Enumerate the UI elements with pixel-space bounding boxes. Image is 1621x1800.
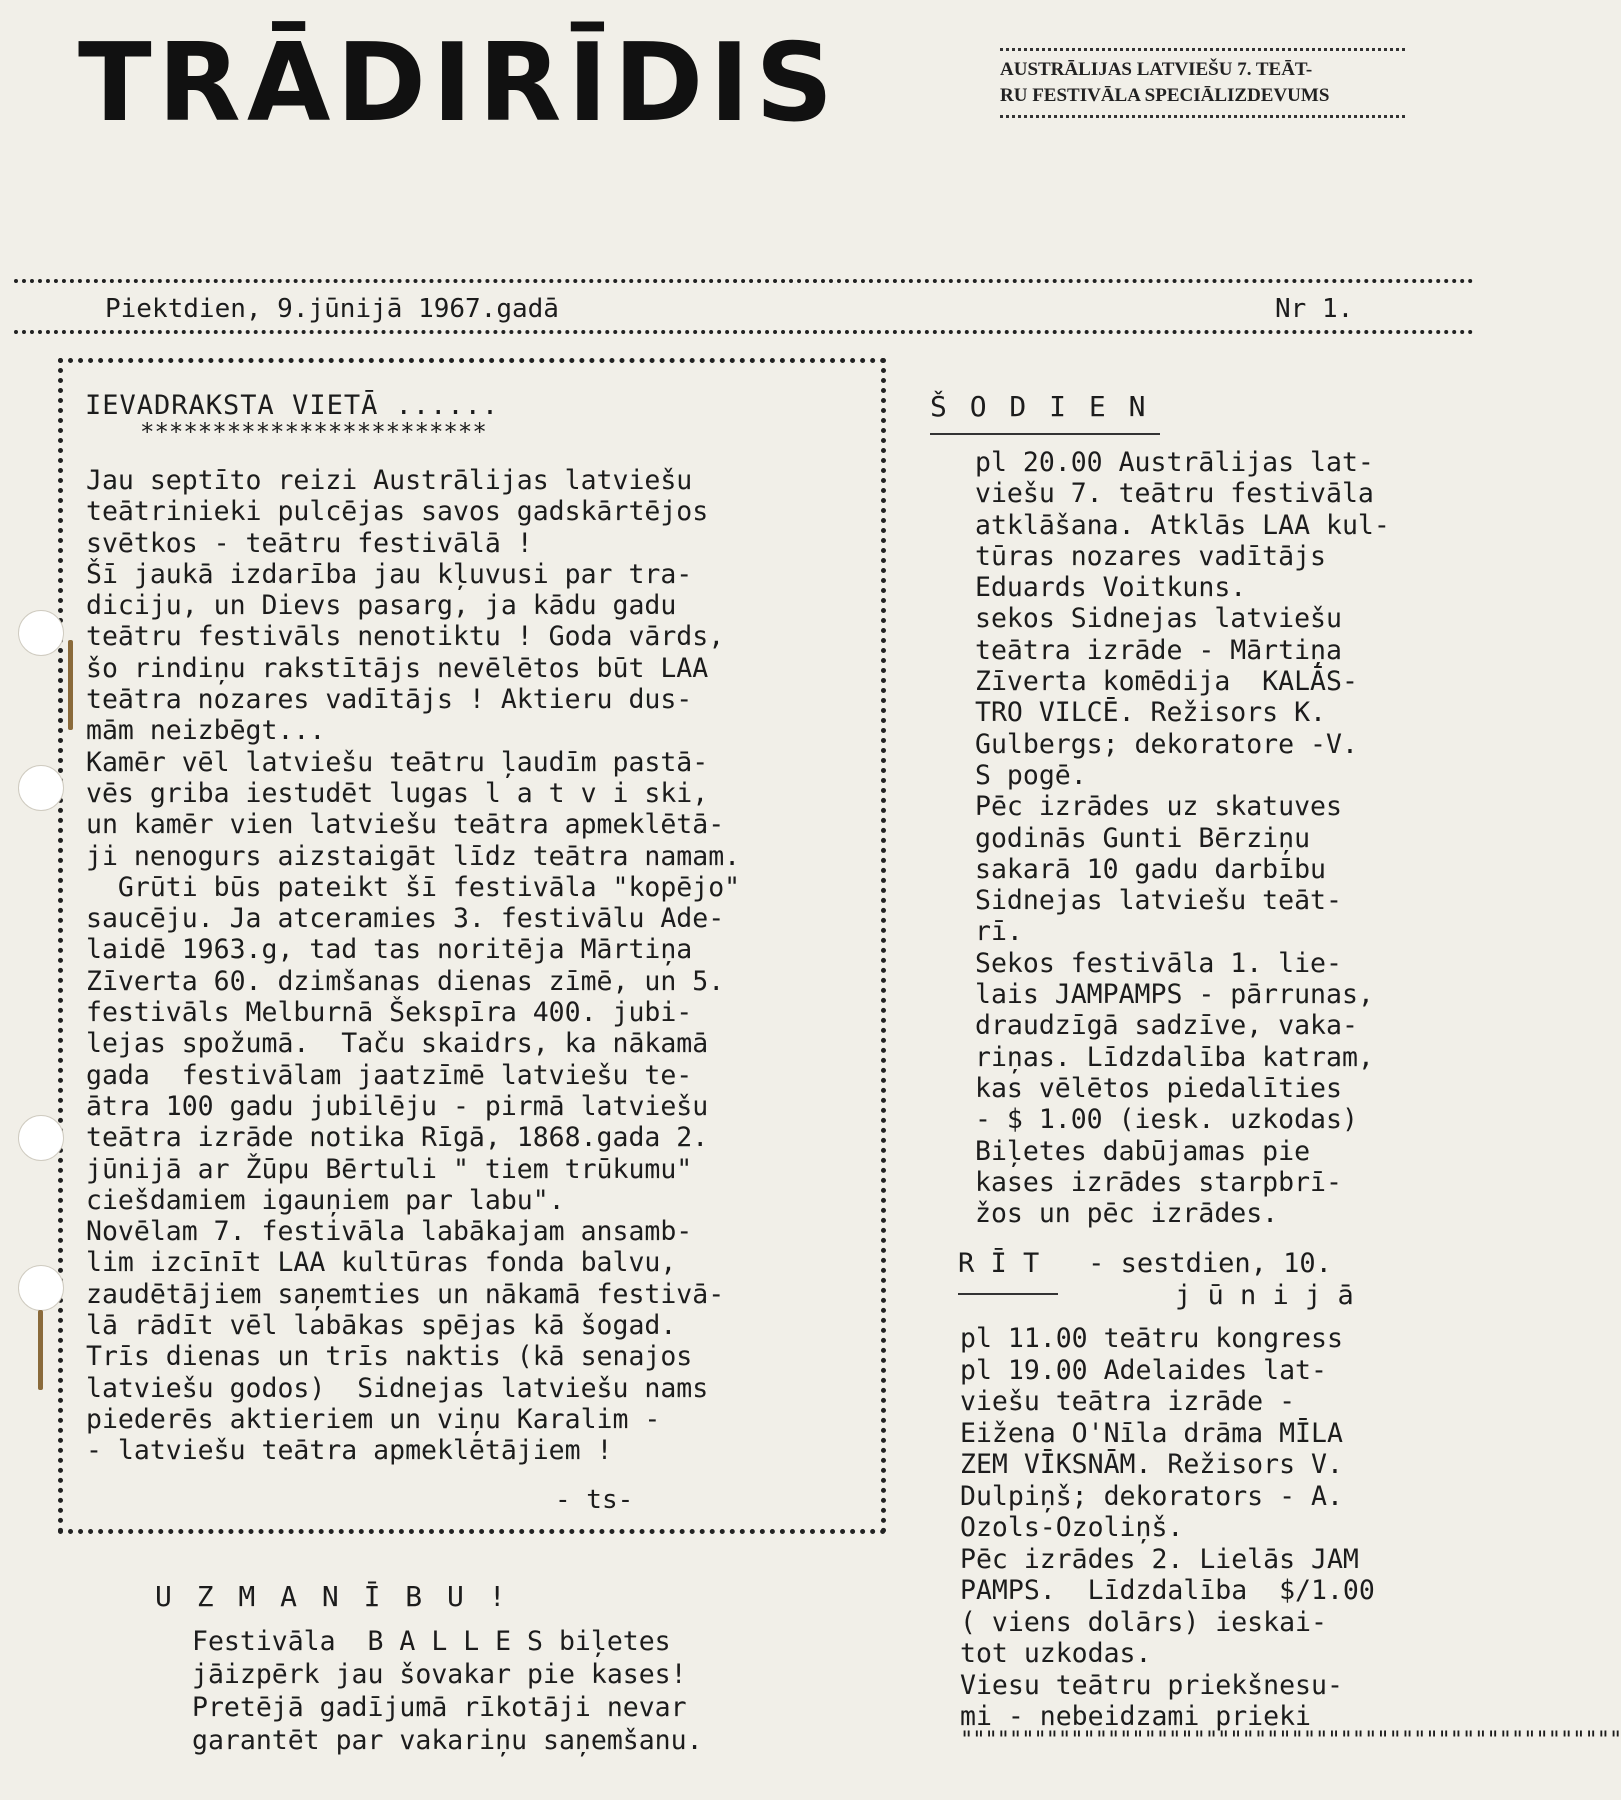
editorial-line: ciešdamiem igauņiem par labu".	[86, 1184, 565, 1216]
editorial-stars: ************************	[140, 418, 487, 446]
special-bottom-dotted-rule	[1000, 115, 1405, 118]
tomorrow-line: PAMPS. Līdzdalība $/1.00	[960, 1575, 1375, 1606]
today-line: Pēc izrādes uz skatuves	[975, 791, 1342, 823]
tomorrow-date-line-1: - sestdien, 10.	[1088, 1248, 1332, 1279]
editorial-line: un kamēr vien latviešu teātra apmeklētā-	[86, 809, 725, 841]
tomorrow-line: pl 11.00 teātru kongress	[960, 1323, 1343, 1354]
today-line: Zīverta komēdija KALĀS-	[975, 666, 1358, 698]
attention-notice	[192, 1625, 842, 1757]
editorial-line: Jau septīto reizi Austrālijas latviešu	[86, 465, 693, 496]
tomorrow-line: ( viens dolārs) ieskai-	[960, 1606, 1327, 1638]
today-line: Eduards Voitkuns.	[975, 572, 1247, 604]
today-line: žos un pēc izrādes.	[975, 1198, 1279, 1230]
today-line: tūras nozares vadītājs	[975, 540, 1326, 572]
editorial-line: piederēs aktieriem un viņu Karalim -	[86, 1403, 661, 1435]
today-line: draudzīgā sadzīve, vaka-	[975, 1010, 1358, 1042]
today-line: Biļetes dabūjamas pie	[975, 1135, 1311, 1167]
date-band-top-rule	[14, 279, 1474, 283]
today-line: - $ 1.00 (iesk. uzkodas)	[975, 1104, 1358, 1136]
tomorrow-line: Viesu teātru priekšnesu-	[960, 1669, 1343, 1701]
attention-line: Pretējā gadījumā rīkotāji nevar	[192, 1692, 687, 1723]
today-line: riņas. Līdzdalība katram,	[975, 1041, 1374, 1073]
today-line: rī.	[975, 916, 1023, 948]
editorial-line: lā rādīt vēl labākas spējas kā šogad.	[86, 1310, 677, 1342]
tomorrow-line: viešu teātra izrāde -	[960, 1386, 1296, 1417]
editorial-line: mām neizbēgt...	[86, 715, 326, 747]
special-top-dotted-rule	[1000, 48, 1405, 51]
editorial-line: - latviešu teātra apmeklētājiem !	[86, 1435, 613, 1467]
binder-hole-3	[18, 1115, 64, 1161]
editorial-line: jūnijā ar Žūpu Bērtuli " tiem trūkumu"	[86, 1153, 693, 1185]
editorial-line: lim izcīnīt LAA kultūras fonda balvu,	[86, 1247, 677, 1279]
today-line: kas vēlētos piedalīties	[975, 1072, 1342, 1104]
today-heading: Š O D I E N	[930, 390, 1149, 423]
editorial-line: teātra nozares vadītājs ! Aktieru dus-	[86, 684, 693, 716]
editorial-line: svētkos - teātru festivālā !	[86, 527, 533, 559]
attention-heading: U Z M A N Ī B U !	[155, 1580, 510, 1613]
tomorrow-line: Dulpiņš; dekorators - A.	[960, 1480, 1343, 1512]
today-line: sekos Sidnejas latviešu	[975, 603, 1342, 635]
tomorrow-date-line-2: j ū n i j ā	[1175, 1280, 1354, 1311]
editorial-body	[86, 465, 886, 1467]
today-line: Sidnejas latviešu teāt-	[975, 885, 1342, 917]
editorial-line: vēs griba iestudēt lugas l a t v i ski,	[86, 777, 709, 809]
tomorrow-line: pl 19.00 Adelaides lat-	[960, 1354, 1327, 1386]
special-edition-box	[1000, 42, 1405, 124]
tomorrow-line: Eižena O'Nīla drāma MĪLA	[960, 1417, 1343, 1449]
editorial-line: lejas spožumā. Taču skaidrs, ka nākamā	[86, 1028, 709, 1060]
editorial-line: laidē 1963.g, tad tas noritēja Mārtiņa	[86, 934, 693, 966]
editorial-line: diciju, un Dievs pasarg, ja kādu gadu	[86, 590, 677, 622]
issue-date: Piektdien, 9.jūnijā 1967.gadā	[105, 294, 559, 324]
attention-line: garantēt par vakariņu saņemšanu.	[192, 1725, 703, 1756]
editorial-line: latviešu godos) Sidnejas latviešu nams	[86, 1372, 709, 1404]
editorial-line: Novēlam 7. festivāla labākajam ansamb-	[86, 1216, 693, 1248]
editorial-line: teātra izrāde notika Rīgā, 1868.gada 2.	[86, 1122, 709, 1154]
attention-line: Festivāla B A L L E S biļetes	[192, 1626, 671, 1657]
today-line: Sekos festivāla 1. lie-	[975, 947, 1342, 979]
tomorrow-line: Pēc izrādes 2. Lielās JAM	[960, 1543, 1359, 1575]
editorial-title: IEVADRAKSTA VIETĀ ......	[85, 390, 500, 421]
today-line: godinās Gunti Bērziņu	[975, 822, 1311, 854]
binder-hole-2	[18, 765, 64, 811]
binder-hole-1	[18, 610, 64, 656]
masthead-title: TRĀDIRĪDIS	[78, 21, 840, 146]
pencil-mark-2	[38, 1310, 43, 1390]
editorial-line: šo rindiņu rakstītājs nevēlētos būt LAA	[86, 652, 709, 684]
today-line: teātra izrāde - Mārtiņa	[975, 634, 1342, 666]
issue-number: Nr 1.	[1275, 294, 1354, 324]
editorial-signature: - ts-	[555, 1485, 634, 1515]
editorial-line: ji nenogurs aizstaigāt līdz teātra namam.	[86, 840, 741, 872]
special-line-2: RU FESTIVĀLA SPECIĀLIZDEVUMS	[1000, 85, 1330, 106]
editorial-line: teātrinieki pulcējas savos gadskārtējos	[86, 496, 709, 528]
today-line: TRO VILCĒ. Režisors K.	[975, 697, 1326, 729]
today-program	[975, 447, 1475, 1229]
editorial-line: Grūti būs pateikt šī festivāla "kopējo"	[86, 871, 741, 903]
tomorrow-program	[960, 1323, 1470, 1733]
binder-hole-4	[18, 1265, 64, 1311]
today-line: S pogē.	[975, 759, 1087, 791]
today-line: kases izrādes starpbrī-	[975, 1166, 1342, 1198]
editorial-line: saucēju. Ja atceramies 3. festivālu Ade-	[86, 903, 725, 935]
today-line: Gulbergs; dekoratore -V.	[975, 728, 1358, 760]
today-line: sakarā 10 gadu darbību	[975, 853, 1326, 885]
editorial-line: Zīverta 60. dzimšanas dienas zīmē, un 5.	[86, 965, 725, 997]
today-line: viešu 7. teātru festivāla	[975, 478, 1374, 510]
today-line: pl 20.00 Austrālijas lat-	[975, 447, 1374, 478]
today-line: lais JAMPAMPS - pārrunas,	[975, 979, 1374, 1011]
closing-quote-marks: """"""""""""""""""""""""""""""""""""""""""""""""""""""	[960, 1728, 1621, 1753]
editorial-line: festivāls Melburnā Šekspīra 400. jubi-	[86, 997, 693, 1029]
tomorrow-heading-underline	[958, 1293, 1058, 1295]
tomorrow-heading-label: R Ī T	[958, 1248, 1040, 1279]
editorial-line: gada festivālam jaatzīmē latviešu te-	[86, 1059, 693, 1091]
editorial-line: Trīs dienas un trīs naktis (kā senajos	[86, 1341, 693, 1373]
today-line: atklāšana. Atklās LAA kul-	[975, 509, 1390, 541]
pencil-mark-1	[68, 640, 73, 730]
editorial-line: Kamēr vēl latviešu teātru ļaudīm pastā-	[86, 746, 709, 778]
editorial-line: teātru festivāls nenotiktu ! Goda vārds,	[86, 621, 725, 653]
special-line-1: AUSTRĀLIJAS LATVIEŠU 7. TEĀT-	[1000, 59, 1313, 80]
tomorrow-line: ZEM VĪKSNĀM. Režisors V.	[960, 1449, 1343, 1480]
tomorrow-line: mi - nebeidzami prieki	[960, 1701, 1311, 1732]
tomorrow-heading	[958, 1248, 1332, 1279]
today-heading-underline	[930, 433, 1160, 435]
editorial-line: Šī jaukā izdarība jau kļuvusi par tra-	[86, 558, 693, 590]
date-band-bottom-rule	[14, 330, 1474, 334]
editorial-line: ātra 100 gadu jubilēju - pirmā latviešu	[86, 1090, 709, 1122]
attention-line: jāizpērk jau šovakar pie kases!	[192, 1659, 687, 1690]
tomorrow-line: tot uzkodas.	[960, 1638, 1152, 1669]
editorial-line: zaudētājiem saņemties un nākamā festivā-	[86, 1278, 725, 1310]
tomorrow-line: Ozols-Ozoliņš.	[960, 1512, 1184, 1543]
